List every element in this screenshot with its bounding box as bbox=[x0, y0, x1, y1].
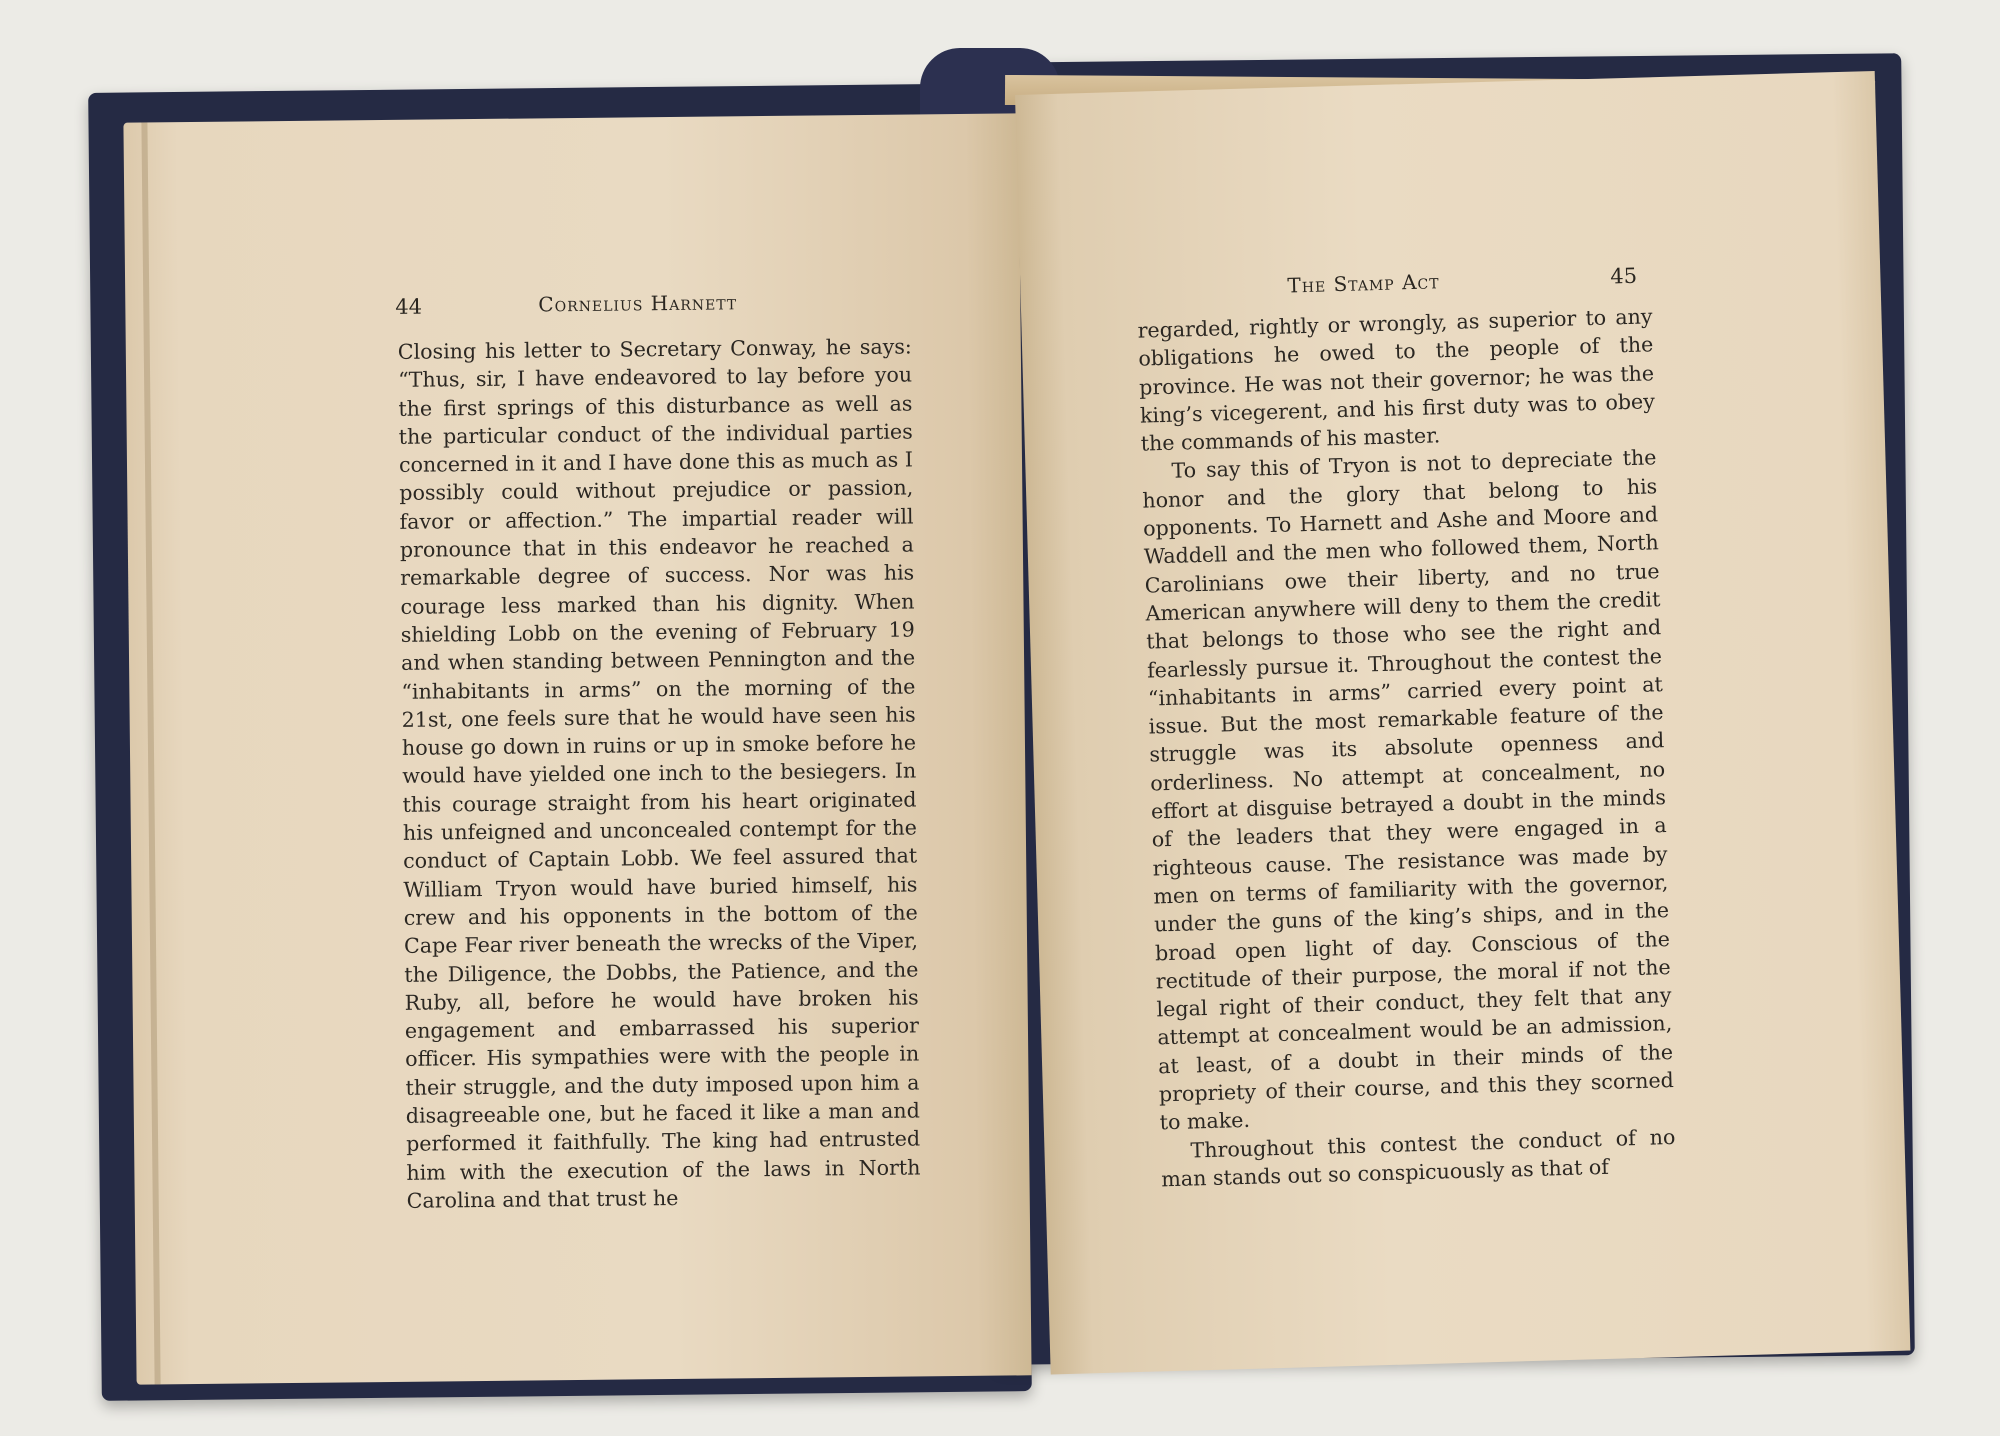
right-page bbox=[1015, 71, 1910, 1375]
left-page bbox=[123, 113, 1031, 1384]
paragraph: regarded, rightly or wrongly, as superior to any obligations he owed to the people of the province. He was not their governor; he was the king’s vicegerent, and his first duty was to obey the commands of his master. bbox=[1137, 304, 1656, 456]
running-head: Cornelius Harnett bbox=[538, 290, 738, 317]
page-number: 44 bbox=[395, 294, 423, 319]
body-text bbox=[1137, 302, 1676, 1193]
paragraph: Closing his letter to Secretary Conway, he says: “Thus, sir, I have endeavored to lay before you the first springs of this disturbance as well as the particular conduct of the individual parties concerned in it and I have done this as much as I possibly could without prejudice or passion, favor or affection.” The impartial reader will pronounce that in this endeavor he reached a remarkable degree of success. Nor was his courage less marked than his dignity. When shielding Lobb on the evening of February 19 and when standing between Pennington and the “inhabitants in arms” on the morning of the 21st, one feels sure that he would have seen his house go down in ruins or up in smoke before he would have yielded one inch to the besiegers. In this courage straight from his heart originated his unfeigned and unconcealed contempt for the conduct of Captain Lobb. We feel assured that William Tryon would have buried himself, his crew and his opponents in the bottom of the Cape Fear river beneath the wrecks of the Viper, the Diligence, the Dobbs, the Patience, and the Ruby, all, before he would have broken his engagement and embarrassed his superior officer. His sympathies were with the people in their struggle, and the duty imposed upon him a disagreeable one, but he faced it like a man and performed it faithfully. The king had entrusted him with the execution of the laws in North Carolina and that trust he bbox=[397, 334, 921, 1213]
body-text bbox=[398, 332, 921, 1215]
paragraph: Throughout this contest the conduct of no man stands out so conspicuously as that of bbox=[1160, 1124, 1676, 1192]
page-number: 45 bbox=[1609, 263, 1638, 289]
paragraph: To say this of Tryon is not to depreciate the honor and the glory that belong to his opponents. To Harnett and Ashe and Moore and Waddell and the men who followed them, North Carolinians owe their liberty, and no true American anywhere will deny to them the credit that belongs to those who see the right and fearlessly pursue it. Throughout the contest the “inhabitants in arms” carried every point at issue. But the most remarkable feature of the struggle was its absolute openness and orderliness. No attempt at concealment, no effort at disguise betrayed a doubt in the minds of the leaders that they were engaged in a righteous cause. The resistance was made by men on terms of familiarity with the governor, under the guns of the king’s ships, and in the broad open light of day. Conscious of the rectitude of their purpose, the moral if not the legal right of their conduct, they felt that any attempt at concealment would be an admission, at least, of a doubt in their minds of the propriety of their course, and this they scorned to make. bbox=[1142, 445, 1675, 1135]
running-head: The Stamp Act bbox=[1287, 269, 1440, 298]
page-edge-line bbox=[141, 122, 160, 1384]
